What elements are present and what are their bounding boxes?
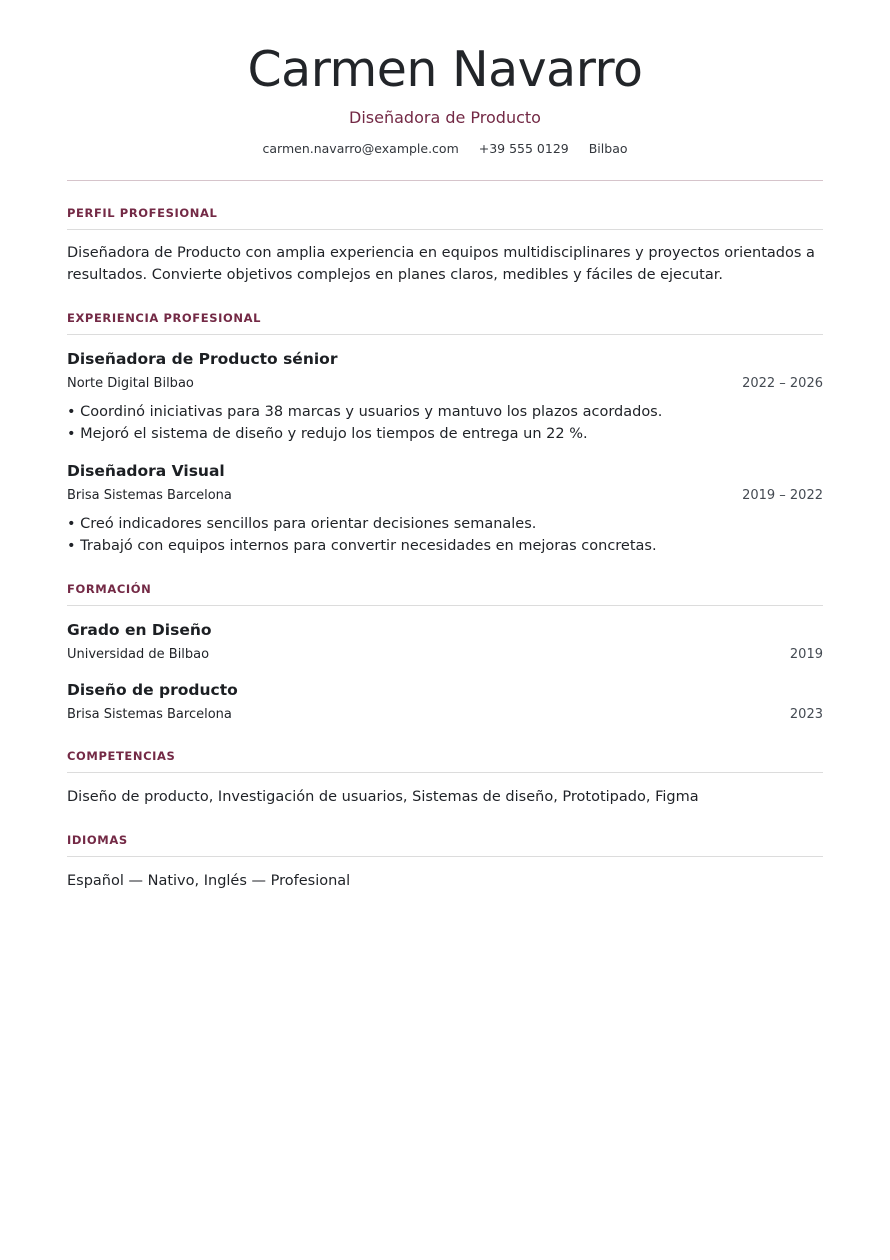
contact-phone[interactable]: +39 555 0129 [478, 141, 569, 156]
job-role: Diseñadora Visual [67, 462, 225, 480]
section-heading: IDIOMAS [67, 833, 128, 847]
section-divider [67, 772, 823, 773]
experience-entry [67, 349, 823, 445]
resume-header [67, 0, 823, 181]
skills-list: Diseño de producto, Investigación de usuarios, Sistemas de diseño, Prototipado, Figma [67, 789, 699, 805]
candidate-name: Carmen Navarro [247, 41, 643, 98]
section-experience [67, 310, 823, 557]
section-skills [67, 748, 823, 808]
contact-city: Bilbao [588, 141, 628, 156]
section-divider [67, 229, 823, 230]
achievement-item: • Creó indicadores sencillos para orientar decisiones semanales. [67, 516, 537, 532]
job-dates: 2022 – 2026 [742, 376, 823, 391]
education-year: 2023 [789, 707, 823, 722]
job-meta [67, 375, 823, 393]
section-divider [67, 605, 823, 606]
education-year: 2019 [789, 647, 823, 662]
header-divider [67, 180, 823, 181]
education-entry [67, 620, 823, 664]
section-divider [67, 856, 823, 857]
education-degree: Grado en Diseño [67, 621, 212, 639]
education-entry [67, 680, 823, 724]
job-role: Diseñadora de Producto sénior [67, 350, 338, 368]
section-heading: PERFIL PROFESIONAL [67, 206, 218, 220]
achievement-item: • Coordinó iniciativas para 38 marcas y usuarios y mantuvo los plazos acordados. [67, 404, 663, 420]
contact-email[interactable]: carmen.navarro@example.com [262, 141, 459, 156]
achievement-item: • Trabajó con equipos internos para convertir necesidades en mejoras concretas. [67, 538, 657, 554]
candidate-title: Diseñadora de Producto [349, 108, 541, 127]
job-meta [67, 487, 823, 505]
section-languages [67, 832, 823, 892]
education-meta [67, 646, 823, 664]
section-divider [67, 334, 823, 335]
achievement-item: • Mejoró el sistema de diseño y redujo los tiempos de entrega un 22 %. [67, 426, 588, 442]
education-school: Universidad de Bilbao [67, 647, 210, 662]
education-meta [67, 706, 823, 724]
education-school: Brisa Sistemas Barcelona [67, 707, 232, 722]
section-education [67, 581, 823, 724]
job-company: Brisa Sistemas Barcelona [67, 488, 232, 503]
job-company: Norte Digital Bilbao [67, 376, 194, 391]
contact-line [67, 141, 823, 157]
section-profile [67, 205, 823, 286]
job-dates: 2019 – 2022 [742, 488, 823, 503]
job-achievements [67, 513, 823, 557]
profile-summary: Diseñadora de Producto con amplia experiencia en equipos multidisciplinares y proyectos orientados a resultados. Convierte objetivos complejos en planes claros, medibles y fáciles de ejecutar. [67, 245, 815, 283]
job-achievements [67, 401, 823, 445]
section-heading: COMPETENCIAS [67, 749, 176, 763]
section-heading: FORMACIÓN [67, 582, 152, 596]
experience-entry [67, 461, 823, 557]
section-heading: EXPERIENCIA PROFESIONAL [67, 311, 262, 325]
education-degree: Diseño de producto [67, 681, 238, 699]
languages-list: Español — Nativo, Inglés — Profesional [67, 873, 351, 889]
